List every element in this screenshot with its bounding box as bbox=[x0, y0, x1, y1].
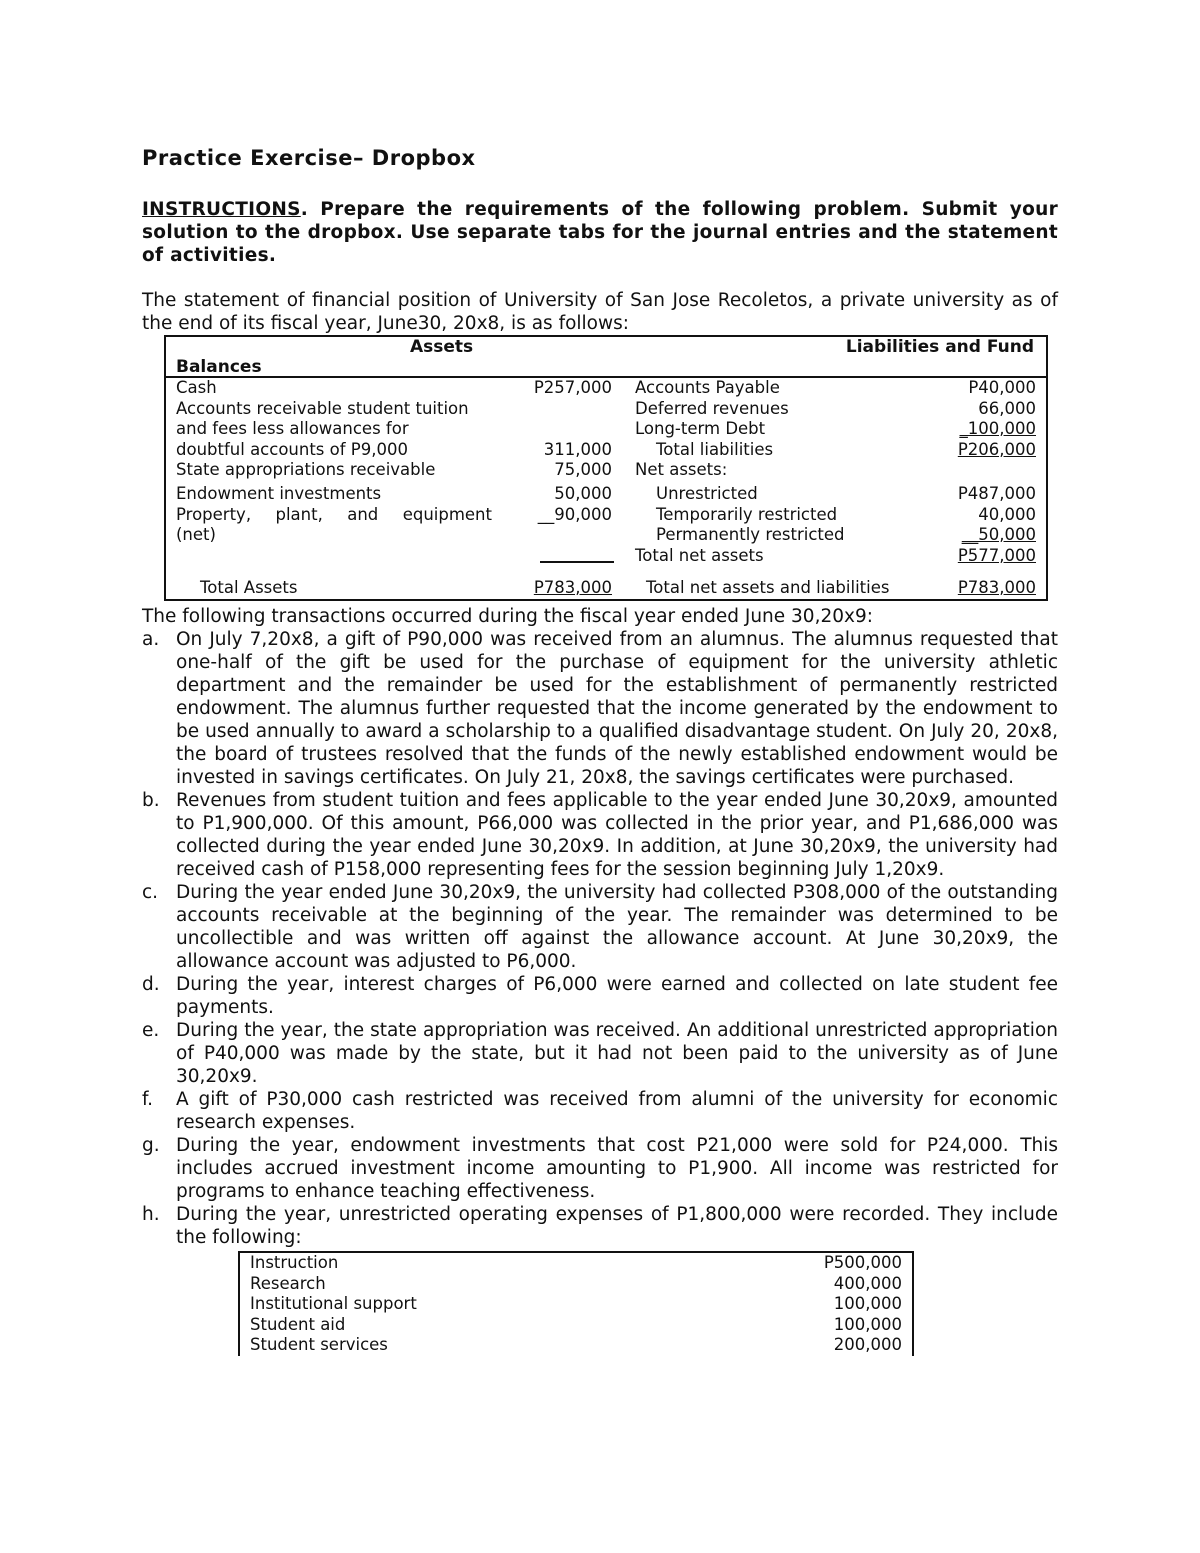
total-liabilities-amount: P783,000 bbox=[957, 578, 1036, 597]
transactions-intro: The following transactions occurred during the fiscal year ended June 30,20x9: bbox=[142, 606, 873, 627]
liability-amount: P487,000 bbox=[957, 484, 1036, 503]
liability-amount: _100,000 bbox=[959, 419, 1036, 438]
instructions bbox=[142, 198, 1058, 267]
liability-label: Temporarily restricted bbox=[656, 504, 838, 524]
liability-amount: P206,000 bbox=[957, 439, 1036, 459]
expense-amount: 100,000 bbox=[833, 1294, 902, 1313]
subtotal-rule bbox=[540, 561, 614, 563]
expense-amount: 200,000 bbox=[833, 1335, 902, 1354]
asset-amount: 50,000 bbox=[554, 484, 612, 503]
expense-label: Institutional support bbox=[250, 1294, 417, 1313]
expense-amount: 400,000 bbox=[833, 1273, 902, 1293]
liabilities-header: Liabilities and Fund bbox=[845, 337, 1034, 357]
liability-label: Deferred revenues bbox=[635, 398, 789, 418]
item-text: During the year, endowment investments that cost P21,000 were sold for P24,000. This includes accrued investment income amounting to P1,900. All income was restricted for programs to enhance teaching effectiveness. bbox=[176, 1135, 1058, 1202]
asset-label bbox=[176, 505, 492, 525]
expense-label: Instruction bbox=[250, 1253, 339, 1272]
asset-label: Cash bbox=[176, 378, 217, 397]
asset-label-text: Property, plant, and equipment bbox=[176, 504, 492, 524]
list-item bbox=[142, 1088, 1058, 1134]
asset-label: Endowment investments bbox=[176, 484, 382, 503]
expenses-table bbox=[238, 1251, 914, 1356]
item-text: Revenues from student tuition and fees applicable to the year ended June 30,20x9, amounted to P1,900,000. Of this amount, P66,000 was collected in the prior year, and P1,686,000 was collected during the year ended June 30,20x9. In addition, at June 30,20x9, the university had received cash of P158,000 representing fees for the session beginning July 1,20x9. bbox=[176, 790, 1058, 880]
asset-label: and fees less allowances for bbox=[176, 419, 409, 438]
asset-label: (net) bbox=[176, 525, 216, 544]
page-title: Practice Exercise– Dropbox bbox=[142, 146, 476, 170]
item-text: During the year, unrestricted operating expenses of P1,800,000 were recorded. They include the following: bbox=[176, 1204, 1058, 1248]
list-item bbox=[142, 973, 1058, 1019]
item-label: f. bbox=[142, 1089, 154, 1110]
total-assets-amount: P783,000 bbox=[533, 578, 612, 597]
item-label: d. bbox=[142, 974, 160, 995]
list-item bbox=[142, 1134, 1058, 1203]
item-text: A gift of P30,000 cash restricted was received from alumni of the university for economic research expenses. bbox=[176, 1089, 1058, 1133]
liability-label: Net assets: bbox=[635, 460, 728, 479]
item-text: On July 7,20x8, a gift of P90,000 was received from an alumnus. The alumnus requested that one-half of the gift be used for the purchase of equipment for the university athletic department and the remainder be used for the establishment of permanently restricted endowment. The alumnus further requested that the income generated by the endowment to be used annually to award a scholarship to a qualified disadvantage student. On July 20, 20x8, the board of trustees resolved that the funds of the newly established endowment would be invested in savings certificates. On July 21, 20x8, the savings certificates were purchased. bbox=[176, 629, 1058, 788]
asset-amount: 75,000 bbox=[554, 460, 612, 479]
asset-label: Accounts receivable student tuition bbox=[176, 398, 469, 418]
expense-amount: P500,000 bbox=[823, 1253, 902, 1272]
liability-amount: P40,000 bbox=[968, 378, 1036, 397]
asset-amount: __90,000 bbox=[537, 504, 612, 524]
table-row bbox=[240, 1253, 912, 1274]
asset-label: State appropriations receivable bbox=[176, 460, 436, 479]
intro-paragraph: The statement of financial position of University of San Jose Recoletos, a private university as of the end of its fiscal year, June30, 20x8, is as follows: bbox=[142, 290, 1058, 334]
expense-label: Research bbox=[250, 1273, 326, 1293]
asset-amount: P257,000 bbox=[533, 378, 612, 397]
balances-header: Balances bbox=[176, 357, 262, 377]
total-assets-label: Total Assets bbox=[200, 578, 298, 597]
item-text: During the year, interest charges of P6,000 were earned and collected on late student fee payments. bbox=[176, 974, 1058, 1018]
item-label: g. bbox=[142, 1135, 160, 1156]
list-item bbox=[142, 1019, 1058, 1088]
expense-label: Student services bbox=[250, 1335, 388, 1354]
table-row bbox=[240, 1315, 912, 1336]
liability-label: Accounts Payable bbox=[635, 378, 780, 397]
list-item bbox=[142, 628, 1058, 789]
liability-amount: P577,000 bbox=[957, 545, 1036, 565]
asset-label: doubtful accounts of P9,000 bbox=[176, 439, 408, 459]
list-item bbox=[142, 1203, 1058, 1249]
liability-label: Total net assets bbox=[635, 545, 764, 565]
item-text: During the year ended June 30,20x9, the university had collected P308,000 of the outstanding accounts receivable at the beginning of the year. The remainder was determined to be uncollectible and was written off against the allowance account. At June 30,20x9, the allowance account was adjusted to P6,000. bbox=[176, 882, 1058, 972]
financial-position-table bbox=[164, 335, 1048, 601]
liability-amount: __50,000 bbox=[961, 525, 1036, 544]
table-row bbox=[240, 1294, 912, 1315]
liability-label: Unrestricted bbox=[656, 484, 758, 503]
table-header bbox=[166, 337, 1046, 378]
instructions-text: . Prepare the requirements of the following problem. Submit your solution to the dropbox. Use separate tabs for the journal entries and the statement of activities. bbox=[142, 199, 1058, 266]
assets-header: Assets bbox=[410, 337, 474, 357]
table-row bbox=[240, 1274, 912, 1295]
expense-label: Student aid bbox=[250, 1314, 346, 1334]
list-item bbox=[142, 789, 1058, 881]
asset-amount: 311,000 bbox=[543, 439, 612, 459]
liability-label: Total liabilities bbox=[656, 439, 774, 459]
item-label: h. bbox=[142, 1204, 160, 1225]
item-label: c. bbox=[142, 882, 159, 903]
total-liabilities-label: Total net assets and liabilities bbox=[646, 578, 890, 597]
liability-label: Permanently restricted bbox=[656, 525, 845, 544]
transactions-list bbox=[142, 628, 1058, 1249]
document-page bbox=[142, 140, 1058, 1356]
item-label: a. bbox=[142, 629, 160, 650]
liability-amount: 40,000 bbox=[978, 504, 1036, 524]
item-text: During the year, the state appropriation was received. An additional unrestricted appropriation of P40,000 was made by the state, but it had not been paid to the university as of June 30,20x9. bbox=[176, 1020, 1058, 1087]
item-label: e. bbox=[142, 1020, 160, 1041]
liability-amount: 66,000 bbox=[978, 398, 1036, 418]
instructions-label: INSTRUCTIONS bbox=[142, 199, 301, 220]
expense-amount: 100,000 bbox=[833, 1314, 902, 1334]
liability-label: Long-term Debt bbox=[635, 419, 766, 438]
list-item bbox=[142, 881, 1058, 973]
table-row bbox=[240, 1335, 912, 1356]
item-label: b. bbox=[142, 790, 160, 811]
